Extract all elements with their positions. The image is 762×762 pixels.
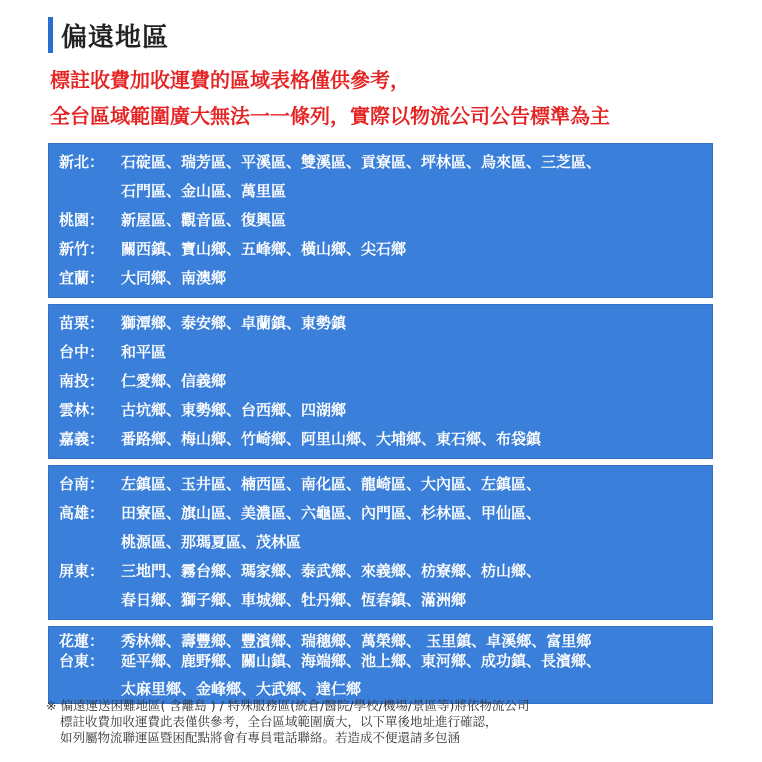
area-line: 秀林鄉、壽豐鄉、豐濱鄉、瑞穗鄉、萬榮鄉、 玉里鎮、卓溪鄉、富里鄉 bbox=[121, 632, 592, 650]
region-row bbox=[59, 470, 702, 499]
region-row bbox=[59, 631, 702, 651]
region-table bbox=[48, 143, 713, 710]
area-line: 古坑鄉、東勢鄉、台西鄉、四湖鄉 bbox=[121, 401, 347, 419]
region-name: 花蓮： bbox=[59, 632, 105, 650]
area-line: 延平鄉、鹿野鄉、關山鎮、海端鄉、池上鄉、東河鄉、成功鎮、長濱鄉、 bbox=[121, 652, 602, 670]
region-name: 新竹： bbox=[59, 240, 105, 258]
area-list bbox=[121, 396, 702, 425]
region-row bbox=[59, 148, 702, 206]
area-line: 石門區、金山區、萬里區 bbox=[121, 182, 287, 200]
region-name: 台中： bbox=[59, 343, 105, 361]
region-row bbox=[59, 235, 702, 264]
region-row bbox=[59, 264, 702, 293]
page-header bbox=[48, 16, 169, 54]
region-row bbox=[59, 651, 702, 699]
area-line: 春日鄉、獅子鄉、車城鄉、牡丹鄉、恆春鎮、滿洲鄉 bbox=[121, 591, 467, 609]
region-row bbox=[59, 338, 702, 367]
area-line: 和平區 bbox=[121, 343, 167, 361]
region-group bbox=[48, 626, 713, 704]
footer-line: ※ 偏遠運送困難地區( 含離島 ) / 特殊服務區(統倉/醫院/學校/機場/景區等)將依物流公司 bbox=[46, 698, 530, 713]
region-row bbox=[59, 425, 702, 454]
region-group bbox=[48, 143, 713, 298]
area-line: 左鎮區、玉井區、楠西區、南化區、龍崎區、大內區、左鎮區、 bbox=[121, 475, 542, 493]
region-group bbox=[48, 304, 713, 459]
area-line: 桃源區、那瑪夏區、茂林區 bbox=[121, 533, 302, 551]
area-list bbox=[121, 631, 702, 651]
area-line: 三地門、霧台鄉、瑪家鄉、泰武鄉、來義鄉、枋寮鄉、枋山鄉、 bbox=[121, 562, 542, 580]
region-row bbox=[59, 396, 702, 425]
area-list bbox=[121, 367, 702, 396]
area-list bbox=[121, 264, 702, 293]
region-name: 南投： bbox=[59, 372, 105, 390]
region-name: 新北： bbox=[59, 153, 105, 171]
area-list bbox=[121, 206, 702, 235]
area-line: 獅潭鄉、泰安鄉、卓蘭鎮、東勢鎮 bbox=[121, 314, 347, 332]
area-list bbox=[121, 557, 702, 615]
area-line: 石碇區、瑞芳區、平溪區、雙溪區、貢寮區、坪林區、烏來區、三芝區、 bbox=[121, 153, 602, 171]
area-line: 太麻里鄉、金峰鄉、大武鄉、達仁鄉 bbox=[121, 680, 362, 698]
footer-line: 如列屬物流聯運區暨困配點將會有專員電話聯絡。若造成不便還請多包涵 bbox=[60, 730, 461, 745]
page-title: 偏遠地區 bbox=[61, 22, 170, 53]
region-row bbox=[59, 206, 702, 235]
region-name: 台東： bbox=[59, 652, 105, 670]
region-name: 宜蘭： bbox=[59, 269, 105, 287]
area-line: 大同鄉、南澳鄉 bbox=[121, 269, 227, 287]
notice-line-1: 標註收費加收運費的區域表格僅供參考， bbox=[50, 68, 410, 92]
title-accent-bar bbox=[48, 17, 53, 53]
region-name: 嘉義： bbox=[59, 430, 105, 448]
region-group bbox=[48, 465, 713, 620]
region-name: 雲林： bbox=[59, 401, 105, 419]
footer-disclaimer bbox=[46, 698, 529, 746]
area-line: 關西鎮、寶山鄉、五峰鄉、橫山鄉、尖石鄉 bbox=[121, 240, 407, 258]
area-list bbox=[121, 235, 702, 264]
region-row bbox=[59, 557, 702, 615]
region-name: 苗栗： bbox=[59, 314, 105, 332]
region-name: 桃園： bbox=[59, 211, 105, 229]
area-line: 仁愛鄉、信義鄉 bbox=[121, 372, 227, 390]
footer-line: 標註收費加收運費此表僅供參考，全台區域範圍廣大，以下單後地址進行確認， bbox=[60, 714, 498, 729]
region-row bbox=[59, 309, 702, 338]
region-row bbox=[59, 367, 702, 396]
area-list bbox=[121, 425, 702, 454]
area-line: 新屋區、觀音區、復興區 bbox=[121, 211, 287, 229]
region-name: 高雄： bbox=[59, 504, 105, 522]
region-name: 台南： bbox=[59, 475, 105, 493]
area-list bbox=[121, 651, 702, 699]
area-line: 番路鄉、梅山鄉、竹崎鄉、阿里山鄉、大埔鄉、東石鄉、布袋鎮 bbox=[121, 430, 542, 448]
area-list bbox=[121, 499, 702, 557]
area-list bbox=[121, 148, 702, 206]
area-list bbox=[121, 338, 702, 367]
area-list bbox=[121, 470, 702, 499]
region-row bbox=[59, 499, 702, 557]
region-name: 屏東： bbox=[59, 562, 105, 580]
area-line: 田寮區、旗山區、美濃區、六龜區、內門區、杉林區、甲仙區、 bbox=[121, 504, 542, 522]
notice-line-2: 全台區域範圍廣大無法一一條列，實際以物流公司公告標準為主 bbox=[50, 104, 610, 128]
area-list bbox=[121, 309, 702, 338]
